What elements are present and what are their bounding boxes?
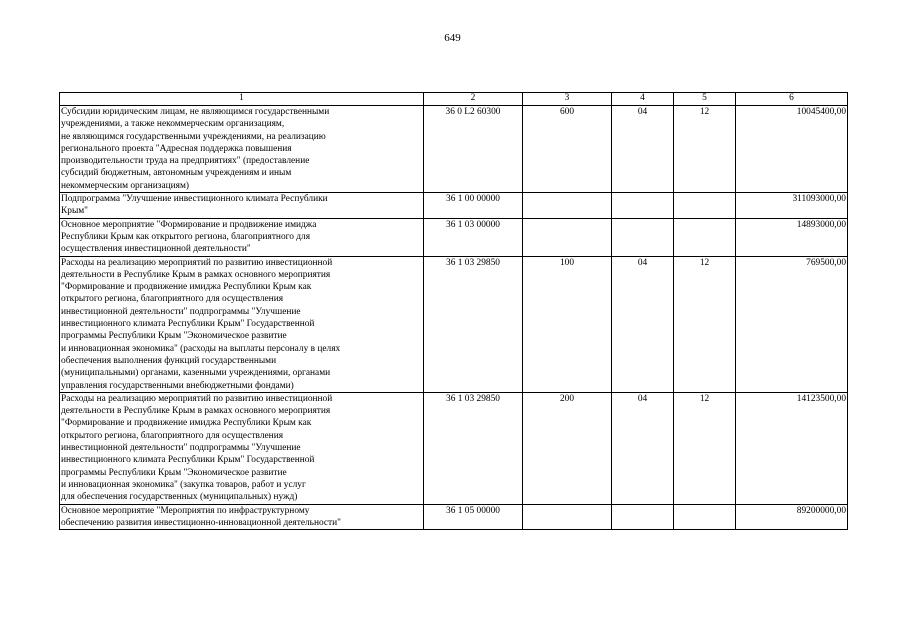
column-header: 4 <box>612 93 674 106</box>
row-code: 36 1 00 00000 <box>424 193 523 219</box>
row-code: 36 1 03 00000 <box>424 218 523 256</box>
row-section <box>612 218 674 256</box>
row-section: 04 <box>612 392 674 504</box>
row-expense-type <box>523 193 612 219</box>
row-name: Расходы на реализацию мероприятий по развитию инвестиционной деятельности в Республике Крым в рамках основного мероприятия "Формирование и продвижение имиджа Республики Крым как открытого региона, благоприятного для осуществления инвестиционной деятельности" подпрограммы "Улучшение инвестиционного климата Республики Крым" Государственной программы Республики Крым "Экономическое развитие и инновационная экономика" (закупка товаров, работ и услуг для обеспечения государственных (муниципальных) нужд) <box>60 392 424 504</box>
row-name: Подпрограмма "Улучшение инвестиционного климата Республики Крым" <box>60 193 424 219</box>
row-expense-type: 200 <box>523 392 612 504</box>
row-amount: 10045400,00 <box>736 106 848 193</box>
row-amount: 89200000,00 <box>736 504 848 530</box>
row-expense-type <box>523 218 612 256</box>
table-row <box>60 504 848 530</box>
table-row <box>60 106 848 193</box>
table-row <box>60 218 848 256</box>
column-header: 5 <box>674 93 736 106</box>
row-section: 04 <box>612 106 674 193</box>
column-header: 3 <box>523 93 612 106</box>
row-expense-type: 600 <box>523 106 612 193</box>
row-amount: 311093000,00 <box>736 193 848 219</box>
row-expense-type <box>523 504 612 530</box>
row-subsection <box>674 504 736 530</box>
row-expense-type: 100 <box>523 256 612 392</box>
column-header: 1 <box>60 93 424 106</box>
row-subsection <box>674 193 736 219</box>
table-header-row <box>60 93 848 106</box>
row-section <box>612 193 674 219</box>
page-number: 649 <box>444 32 461 44</box>
row-subsection <box>674 218 736 256</box>
budget-table <box>59 92 848 530</box>
row-name: Основное мероприятие "Формирование и продвижение имиджа Республики Крым как открытого региона, благоприятного для осуществления инвестиционной деятельности" <box>60 218 424 256</box>
row-name: Основное мероприятие "Мероприятия по инфраструктурному обеспечению развития инвестиционно-инновационной деятельности" <box>60 504 424 530</box>
row-section: 04 <box>612 256 674 392</box>
row-code: 36 1 03 29850 <box>424 392 523 504</box>
row-code: 36 1 03 29850 <box>424 256 523 392</box>
row-subsection: 12 <box>674 106 736 193</box>
table-row <box>60 392 848 504</box>
column-header: 2 <box>424 93 523 106</box>
row-amount: 14123500,00 <box>736 392 848 504</box>
row-name: Расходы на реализацию мероприятий по развитию инвестиционной деятельности в Республике Крым в рамках основного мероприятия "Формирование и продвижение имиджа Республики Крым как открытого региона, благоприятного для осуществления инвестиционной деятельности" подпрограммы "Улучшение инвестиционного климата Республики Крым" Государственной программы Республики Крым "Экономическое развитие и инновационная экономика" (расходы на выплаты персоналу в целях обеспечения выполнения функций государственными (муниципальными) органами, казенными учреждениями, органами управления государственными внебюджетными фондами) <box>60 256 424 392</box>
row-amount: 769500,00 <box>736 256 848 392</box>
column-header: 6 <box>736 93 848 106</box>
row-subsection: 12 <box>674 256 736 392</box>
row-name: Субсидии юридическим лицам, не являющимся государственными учреждениями, а также некоммерческим организациям, не являющимся государственными учреждениями, на реализацию регионального проекта "Адресная поддержка повышения производительности труда на предприятиях" (предоставление субсидий бюджетным, автономным учреждениям и иным некоммерческим организациям) <box>60 106 424 193</box>
row-code: 36 0 L2 60300 <box>424 106 523 193</box>
row-code: 36 1 05 00000 <box>424 504 523 530</box>
table-row <box>60 256 848 392</box>
table-row <box>60 193 848 219</box>
row-section <box>612 504 674 530</box>
row-subsection: 12 <box>674 392 736 504</box>
row-amount: 14893000,00 <box>736 218 848 256</box>
